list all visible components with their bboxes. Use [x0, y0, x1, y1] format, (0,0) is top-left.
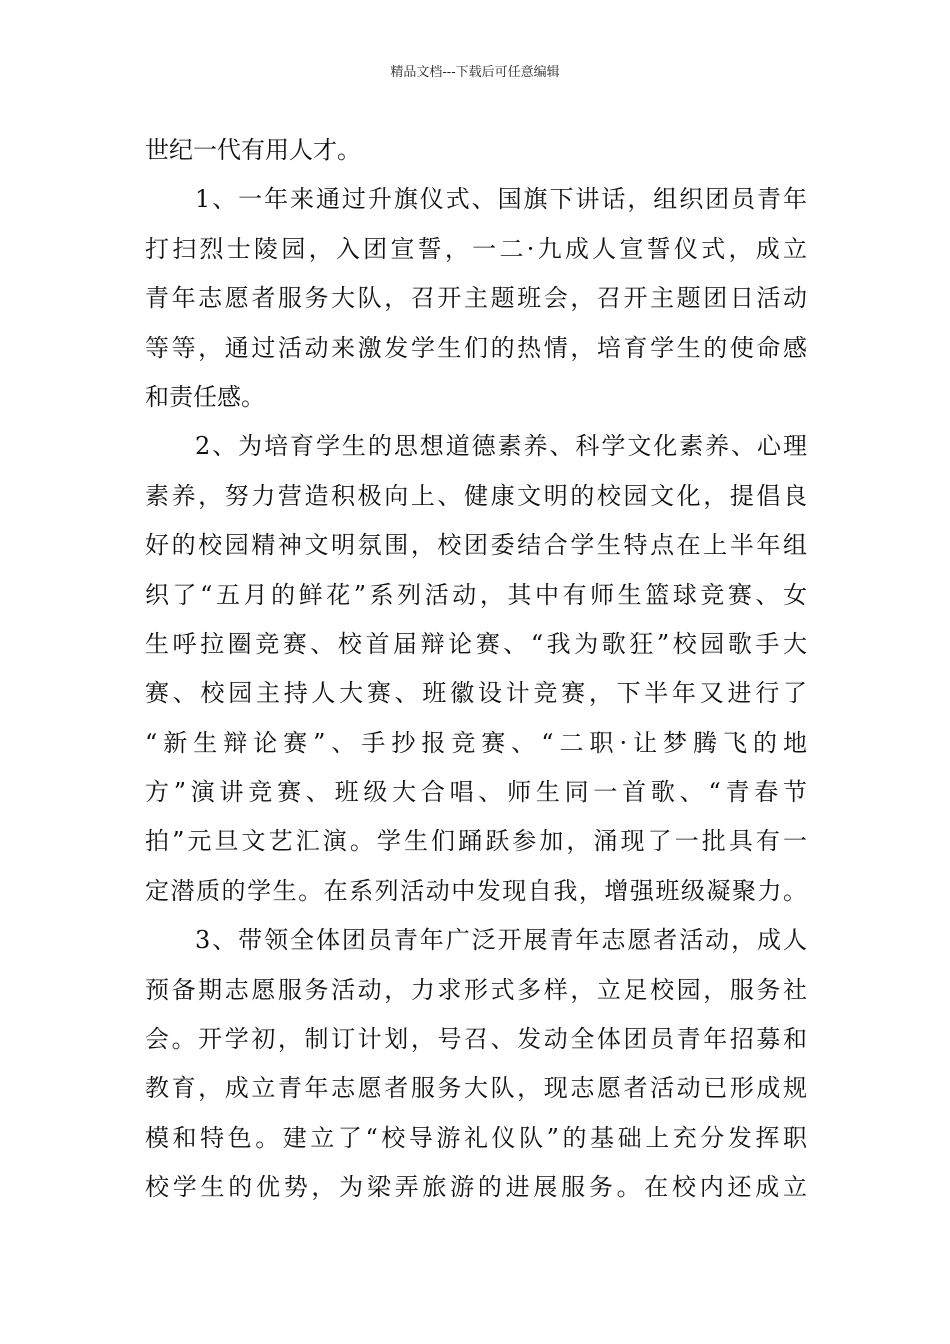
text-line: 方”演讲竞赛、班级大合唱、师生同一首歌、“青春节	[145, 778, 807, 807]
text-line: 会。开学初，制订计划，号召、发动全体团员青年招募和	[145, 1025, 807, 1054]
text-line: 打扫烈士陵园，入团宣誓，一二·九成人宣誓仪式，成立	[145, 234, 807, 263]
text-line: 赛、校园主持人大赛、班徽设计竞赛，下半年又进行了	[145, 679, 807, 708]
body-text	[145, 126, 807, 1213]
text-line: 世纪一代有用人才。	[145, 136, 361, 164]
text-line: 青年志愿者服务大队，召开主题班会，召开主题团日活动	[145, 284, 807, 313]
text-line: 等等，通过活动来激发学生们的热情，培育学生的使命感	[145, 333, 807, 362]
page-header: 精品文档---下载后可任意编辑	[390, 65, 560, 80]
text-line: 和责任感。	[145, 382, 265, 411]
text-line: 模和特色。建立了“校导游礼仪队”的基础上充分发挥职	[145, 1123, 807, 1152]
text-line: 定潜质的学生。在系列活动中发现自我，增强班级凝聚力。	[145, 876, 807, 905]
text-line: 生呼拉圈竞赛、校首届辩论赛、“我为歌狂”校园歌手大	[145, 629, 807, 658]
text-line: 1、一年来通过升旗仪式、国旗下讲话，组织团员青年	[195, 185, 807, 214]
text-line: 好的校园精神文明氛围，校团委结合学生特点在上半年组	[145, 531, 807, 560]
text-line: 2、为培育学生的思想道德素养、科学文化素养、心理	[195, 432, 807, 461]
text-line: 素养，努力营造积极向上、健康文明的校园文化，提倡良	[145, 481, 807, 510]
text-line: 预备期志愿服务活动，力求形式多样，立足校园，服务社	[145, 975, 807, 1004]
text-line: 教育，成立青年志愿者服务大队，现志愿者活动已形成规	[145, 1074, 807, 1103]
text-line: “新生辩论赛”、手抄报竞赛、“二职·让梦腾飞的地	[145, 728, 807, 757]
text-line: 校学生的优势，为梁弄旅游的进展服务。在校内还成立	[145, 1173, 807, 1202]
text-line: 3、带领全体团员青年广泛开展青年志愿者活动，成人	[195, 926, 807, 955]
text-line: 拍”元旦文艺汇演。学生们踊跃参加，涌现了一批具有一	[145, 827, 807, 856]
text-line: 织了“五月的鲜花”系列活动，其中有师生篮球竞赛、女	[145, 580, 807, 609]
